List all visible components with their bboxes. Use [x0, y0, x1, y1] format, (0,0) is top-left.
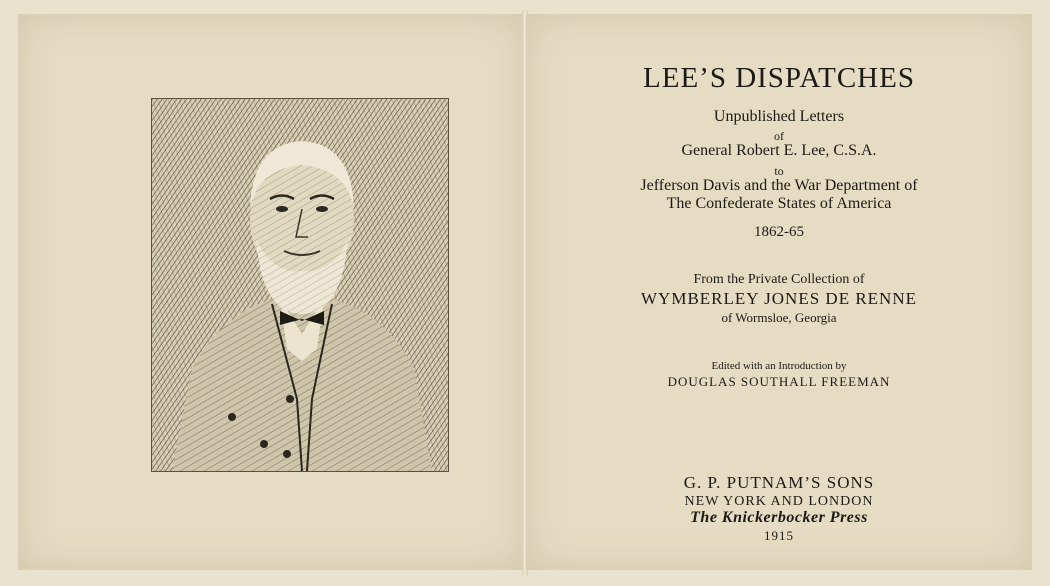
book-title: LEE’S DISPATCHES	[643, 62, 915, 94]
collector-place: of Wormsloe, Georgia	[721, 310, 837, 325]
collection-intro: From the Private Collection of	[693, 272, 865, 287]
publisher-name: G. P. PUTNAM’S SONS	[683, 473, 875, 492]
connector-to: to	[774, 164, 784, 178]
collector-name: WYMBERLEY JONES DE RENNE	[641, 289, 917, 308]
editor-name: DOUGLAS SOUTHALL FREEMAN	[667, 374, 891, 389]
portrait-illustration	[152, 99, 448, 471]
publisher-cities: NEW YORK AND LONDON	[684, 494, 874, 509]
edited-by-line: Edited with an Introduction by	[711, 360, 847, 372]
recipient-line-1: Jefferson Davis and the War Department of	[640, 177, 918, 194]
recipient-line-2: The Confederate States of America	[666, 195, 892, 212]
book-subtitle: Unpublished Letters	[713, 108, 845, 125]
title-page	[526, 14, 1032, 570]
connector-of: of	[774, 129, 784, 143]
edition-year: 1915	[764, 528, 794, 543]
portrait-etching	[151, 98, 449, 472]
date-range: 1862-65	[754, 224, 804, 240]
author-line: General Robert E. Lee, C.S.A.	[681, 142, 877, 159]
press-name: The Knickerbocker Press	[690, 509, 868, 526]
frontispiece-page	[18, 14, 524, 570]
